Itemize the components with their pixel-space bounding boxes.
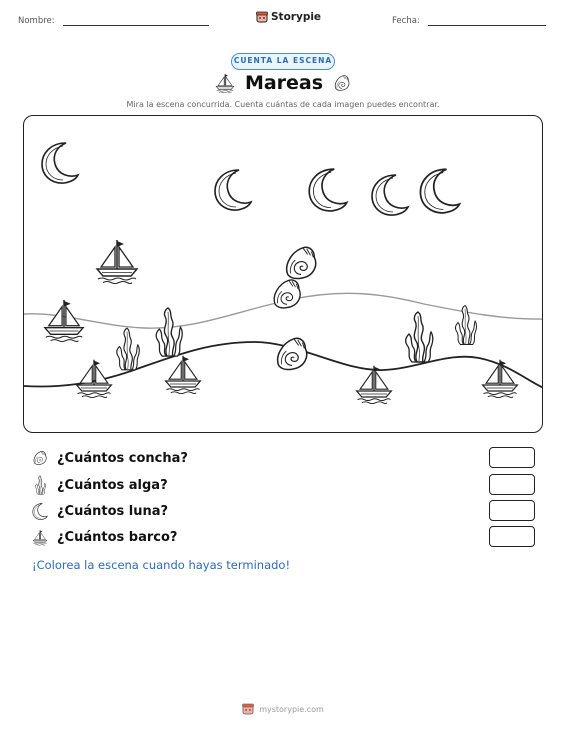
section-badge: CUENTA LA ESCENA [231, 53, 335, 70]
moon[interactable] [418, 166, 462, 216]
moon[interactable] [213, 166, 253, 214]
closing-instruction: ¡Colorea la escena cuando hayas terminado! [32, 558, 291, 572]
question-text: ¿Cuántos concha? [57, 450, 188, 466]
moon[interactable] [40, 139, 80, 187]
seaweed-icon [32, 475, 48, 495]
question-shell [32, 449, 188, 467]
page-title: Mareas [244, 72, 324, 94]
boat[interactable] [74, 356, 114, 400]
shell[interactable] [270, 276, 304, 312]
shell-icon [333, 73, 351, 93]
storypie-mascot-icon [242, 703, 254, 715]
boat[interactable] [354, 362, 394, 406]
instructions: Mira la escena concurrida. Cuenta cuántas de cada imagen puedes encontrar. [126, 100, 440, 109]
question-boat [32, 528, 177, 547]
name-field[interactable] [18, 14, 209, 26]
answer-box-boat[interactable] [489, 526, 535, 547]
brand-name: Storypie [271, 11, 322, 23]
seaweed[interactable] [150, 306, 186, 358]
answer-box-moon[interactable] [489, 500, 535, 521]
name-label: Nombre: [18, 16, 55, 26]
storypie-logo [256, 11, 321, 23]
moon[interactable] [370, 172, 410, 218]
answer-box-shell[interactable] [489, 447, 535, 468]
question-text: ¿Cuántos luna? [57, 504, 169, 519]
boat[interactable] [480, 356, 520, 400]
boat[interactable] [94, 236, 140, 286]
question-seaweed [32, 475, 168, 495]
date-field[interactable] [392, 14, 546, 26]
boat[interactable] [42, 296, 86, 344]
date-label: Fecha: [392, 16, 420, 26]
boat-icon [32, 528, 48, 547]
question-text: ¿Cuántos alga? [57, 477, 168, 493]
boat[interactable] [163, 352, 203, 396]
question-text: ¿Cuántos barco? [57, 530, 178, 545]
footer [0, 703, 566, 715]
counting-scene[interactable] [23, 115, 543, 433]
title-row [0, 72, 566, 94]
shell[interactable] [273, 334, 311, 374]
moon[interactable] [306, 166, 350, 214]
seaweed[interactable] [112, 326, 142, 372]
seaweed[interactable] [451, 302, 479, 348]
moon-icon [32, 502, 48, 521]
date-line[interactable] [428, 14, 546, 26]
question-moon [32, 502, 168, 521]
storypie-mascot-icon [256, 11, 268, 23]
footer-url: mystorypie.com [259, 704, 324, 714]
name-line[interactable] [63, 14, 209, 26]
shell-icon [32, 449, 48, 467]
answer-box-seaweed[interactable] [489, 474, 535, 495]
boat-icon [215, 72, 235, 94]
seaweed[interactable] [400, 310, 436, 364]
